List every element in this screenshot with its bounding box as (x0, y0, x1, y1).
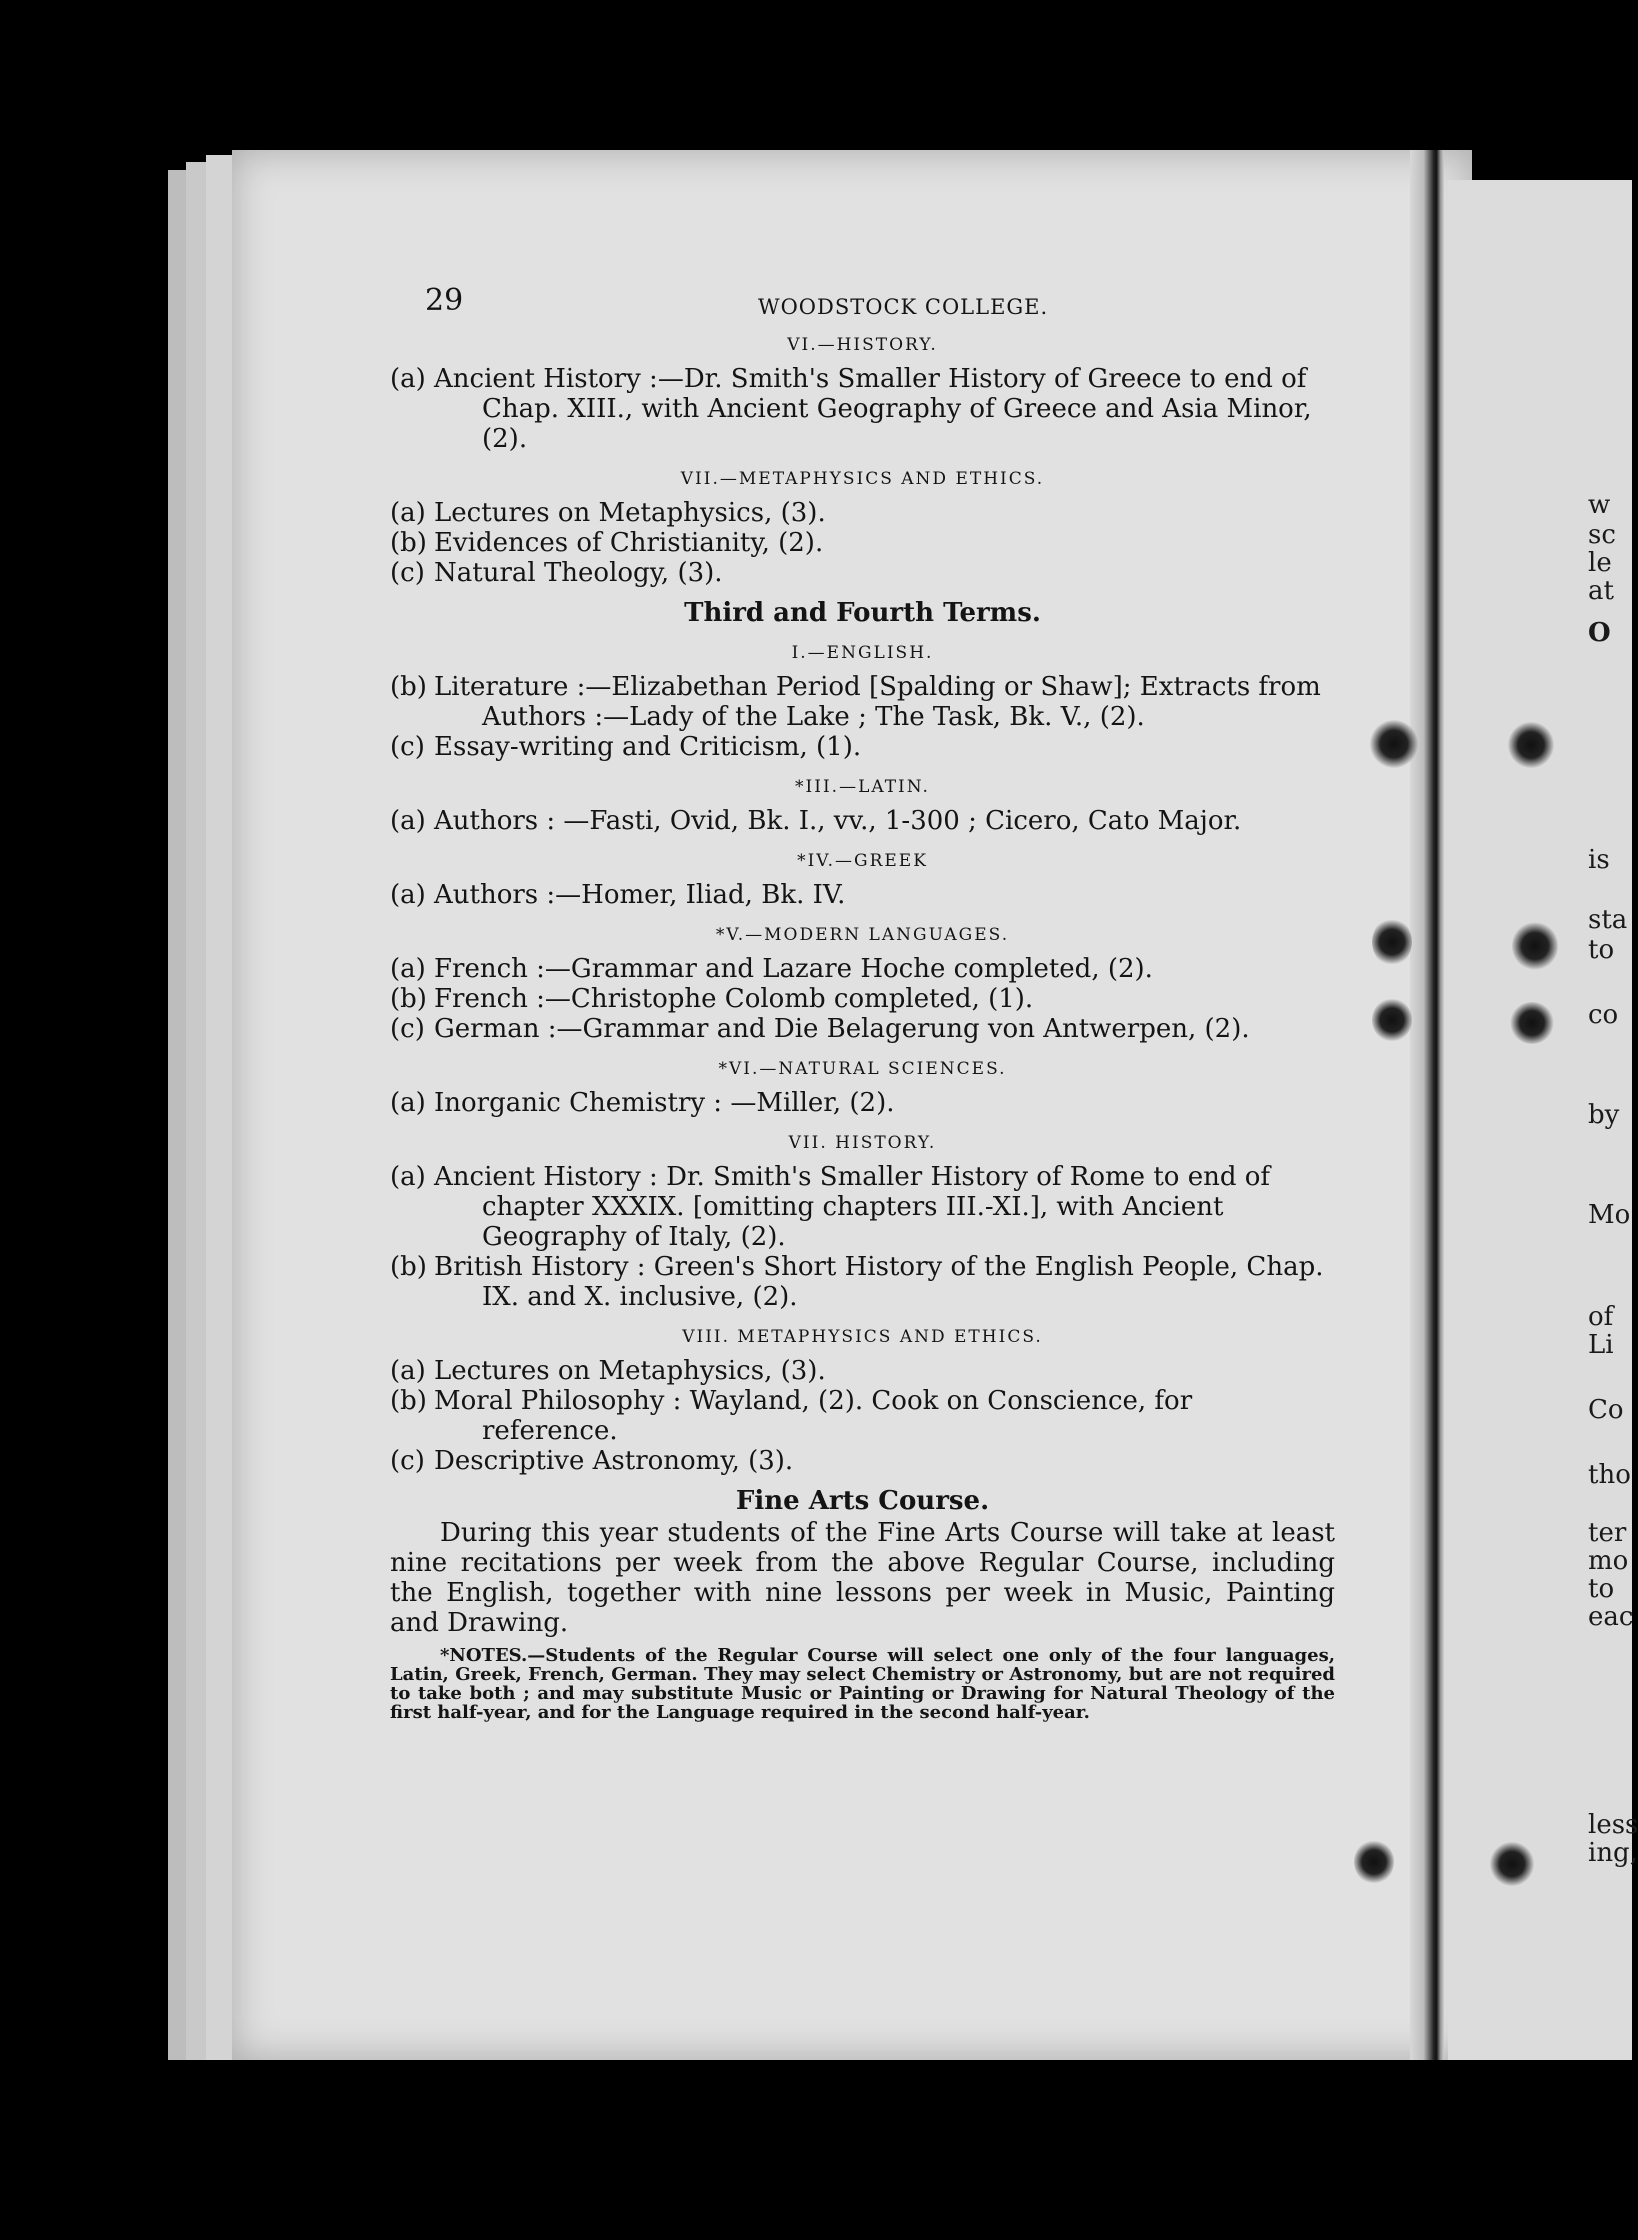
ink-smudge (1370, 720, 1418, 768)
item-mark: (b) (390, 528, 427, 558)
ink-smudge (1512, 922, 1558, 970)
item-mark: (b) (390, 1386, 427, 1416)
section-heading-english: I.—ENGLISH. (791, 643, 934, 663)
section-heading-greek: *IV.—GREEK (797, 851, 928, 871)
item-text: Ancient History :—Dr. Smith's Smaller History of Greece to end of Chap. XIII., with Ancient Geography of Greece and Asia Minor, (2). (434, 364, 1312, 454)
metaphysics-list (390, 498, 1335, 588)
ink-smudge (1510, 1002, 1554, 1044)
item-mark: (c) (390, 558, 425, 588)
list-item (390, 672, 1335, 732)
list-item (390, 1252, 1335, 1312)
item-mark: (c) (390, 732, 425, 762)
facing-page-fragment: by (1588, 1100, 1620, 1130)
section-heading-metaphysics: VII.—METAPHYSICS AND ETHICS. (680, 469, 1045, 489)
facing-page-fragment: at (1588, 576, 1614, 606)
item-mark: (a) (390, 954, 426, 984)
facing-page-fragment: le (1588, 548, 1612, 578)
item-text: British History : Green's Short History of the English People, Chap. IX. and X. inclusive, (2). (434, 1252, 1324, 1312)
page-number: 29 (425, 283, 464, 318)
list-item (390, 954, 1335, 984)
item-mark: (a) (390, 1356, 426, 1386)
page-edge (186, 162, 208, 2060)
list-item (390, 1014, 1335, 1044)
item-text: Essay-writing and Criticism, (1). (434, 732, 862, 762)
facing-page-fragment: sc (1588, 520, 1616, 550)
item-text: French :—Christophe Colomb completed, (1). (434, 984, 1034, 1014)
facing-page-fragment: of (1588, 1302, 1614, 1332)
facing-page-fragment: co (1588, 1000, 1619, 1030)
running-head: WOODSTOCK COLLEGE. (758, 295, 1049, 319)
page-edge (168, 170, 188, 2060)
list-item (390, 364, 1335, 454)
list-item (390, 806, 1335, 836)
list-item (390, 498, 1335, 528)
facing-page-fragment: to (1588, 1574, 1615, 1604)
section-heading-history-2: VII. HISTORY. (788, 1133, 937, 1153)
facing-page-fragment: tho (1588, 1460, 1631, 1490)
fine-arts-title: Fine Arts Course. (735, 1486, 990, 1516)
item-mark: (a) (390, 364, 426, 394)
list-item (390, 880, 1335, 910)
ink-smudge (1354, 1840, 1394, 1884)
footnotes: *NOTES.—Students of the Regular Course will select one only of the four languages, Latin, Greek, French, German. They may select Chemistry or Astronomy, but are not required to take both ; and may substitute Music or Painting or Drawing for Natural Theology of the first half-year, and for the Language required in the second half-year. (390, 1645, 1335, 1723)
item-text: Ancient History : Dr. Smith's Smaller History of Rome to end of chapter XXXIX. [omitting chapters III.-XI.], with Ancient Geography of Italy, (2). (434, 1162, 1271, 1252)
page-content (390, 270, 1335, 1740)
item-text: Descriptive Astronomy, (3). (434, 1446, 794, 1476)
item-text: French :—Grammar and Lazare Hoche completed, (2). (434, 954, 1153, 984)
item-text: Inorganic Chemistry : —Miller, (2). (434, 1088, 895, 1118)
section-heading-sciences: *VI.—NATURAL SCIENCES. (718, 1059, 1007, 1079)
item-text: Authors :—Homer, Iliad, Bk. IV. (434, 880, 846, 910)
list-item (390, 1446, 1335, 1476)
history-list (390, 364, 1335, 454)
facing-page-fragment: Li (1588, 1330, 1614, 1360)
fine-arts-paragraph: During this year students of the Fine Arts Course will take at least nine recitations per week from the above Regular Course, including the English, together with nine lessons per week in Music, Painting and Drawing. (390, 1518, 1335, 1638)
facing-page-fragment: Co (1588, 1395, 1624, 1425)
list-item (390, 984, 1335, 1014)
item-mark: (a) (390, 1088, 426, 1118)
facing-page-fragment: mo (1588, 1546, 1629, 1576)
item-mark: (b) (390, 1252, 427, 1282)
list-item (390, 528, 1335, 558)
item-text: Natural Theology, (3). (434, 558, 723, 588)
facing-page-fragment: to (1588, 935, 1615, 965)
ink-smudge (1372, 918, 1412, 966)
ink-smudge (1490, 1842, 1534, 1886)
list-item (390, 1088, 1335, 1118)
item-text: Evidences of Christianity, (2). (434, 528, 824, 558)
item-mark: (a) (390, 880, 426, 910)
facing-page-fragment: eac (1588, 1602, 1634, 1632)
facing-page-fragment: Mo (1588, 1200, 1631, 1230)
item-mark: (c) (390, 1446, 425, 1476)
ink-smudge (1372, 998, 1412, 1042)
section-heading-latin: *III.—LATIN. (795, 777, 930, 797)
item-text: Moral Philosophy : Wayland, (2). Cook on Conscience, for reference. (434, 1386, 1193, 1446)
facing-page-fragment: less (1588, 1810, 1638, 1840)
item-mark: (c) (390, 1014, 425, 1044)
list-item (390, 1356, 1335, 1386)
facing-page-fragment: ing, (1588, 1838, 1638, 1868)
facing-page-fragment: w (1588, 490, 1611, 520)
ink-smudge (1508, 722, 1554, 768)
item-text: Lectures on Metaphysics, (3). (434, 1356, 826, 1386)
list-item (390, 558, 1335, 588)
item-text: German :—Grammar and Die Belagerung von Antwerpen, (2). (434, 1014, 1250, 1044)
item-mark: (a) (390, 1162, 426, 1192)
list-item (390, 1162, 1335, 1252)
facing-page-fragment: ter (1588, 1518, 1627, 1548)
item-text: Literature :—Elizabethan Period [Spalding or Shaw]; Extracts from Authors :—Lady of the Lake ; The Task, Bk. V., (2). (434, 672, 1321, 732)
section-heading-languages: *V.—MODERN LANGUAGES. (715, 925, 1010, 945)
item-mark: (b) (390, 984, 427, 1014)
item-text: Authors : —Fasti, Ovid, Bk. I., vv., 1-300 ; Cicero, Cato Major. (434, 806, 1242, 836)
book-gutter (1410, 150, 1444, 2060)
facing-page-fragment: sta (1588, 905, 1628, 935)
facing-page-fragment: O (1588, 618, 1611, 648)
list-item (390, 1386, 1335, 1446)
section-heading-history: VI.—HISTORY. (787, 335, 938, 355)
item-mark: (a) (390, 498, 426, 528)
item-mark: (b) (390, 672, 427, 702)
list-item (390, 732, 1335, 762)
section-heading-metaphysics-2: VIII. METAPHYSICS AND ETHICS. (682, 1327, 1043, 1347)
facing-page-fragment: is (1588, 845, 1610, 875)
item-mark: (a) (390, 806, 426, 836)
page-header (390, 270, 1335, 320)
item-text: Lectures on Metaphysics, (3). (434, 498, 826, 528)
terms-title: Third and Fourth Terms. (684, 598, 1041, 628)
